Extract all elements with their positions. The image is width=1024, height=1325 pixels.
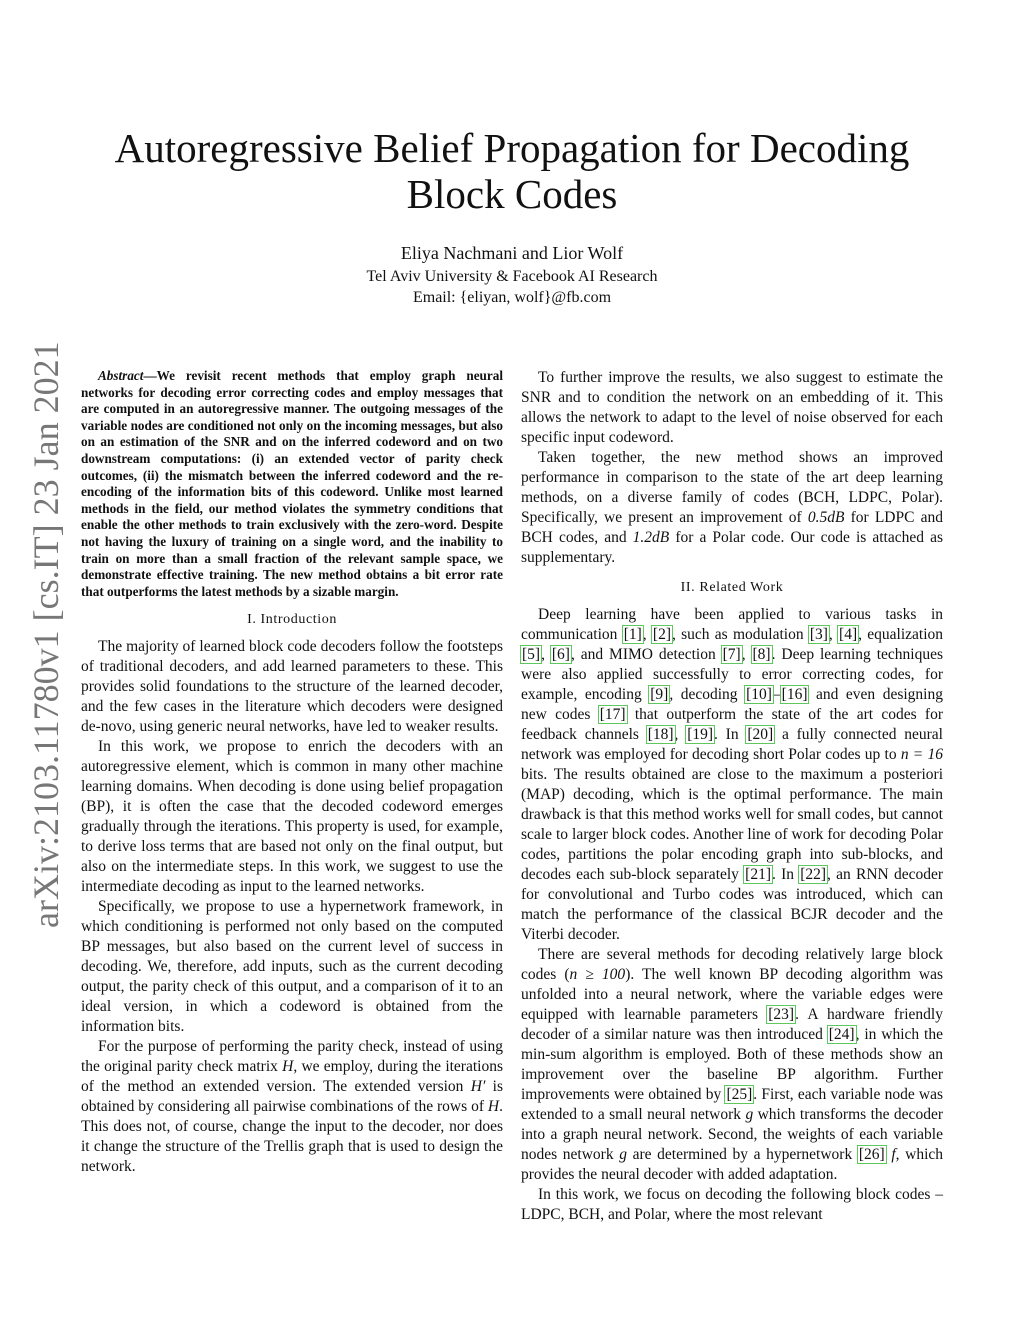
citation-link[interactable]: [9] xyxy=(650,686,669,703)
citation-link[interactable]: [10] xyxy=(746,686,772,703)
related-work-paragraph-2 xyxy=(521,945,943,1185)
text-span: , xyxy=(741,646,752,663)
citation-link[interactable]: [26] xyxy=(858,1146,885,1163)
math-g: g xyxy=(619,1146,627,1163)
math-H-prime: H′ xyxy=(470,1078,486,1096)
citation-link[interactable]: [23] xyxy=(768,1006,795,1023)
citation-link[interactable]: [8] xyxy=(752,646,771,663)
text-span: , decoding xyxy=(669,686,746,703)
text-span: a fully connected neural network was employed for decoding short Polar codes up to xyxy=(521,726,943,763)
abstract-text: —We revisit recent methods that employ graph neural networks for decoding error correcting codes and employ messages that are computed in an autoregressive manner. The outgoing messages of the variable nodes are conditioned not only on the incoming messages, but also on an estimation of the SNR and on the inferred codeword and on two downstream computations: (i) an extended vector of parity check outcomes, (ii) the mismatch between the inferred codeword and the re-encoding of the information bits of this codeword. Unlike most learned methods in the field, our method violates the symmetry conditions that enable the other methods to train exclusively with the zero-word. Despite not having the luxury of training on a single word, and the inability to train on more than a small fraction of the relevant sample space, we demonstrate effective training. The new method obtains a bit error rate that outperforms the latest methods by a sizable margin. xyxy=(81,368,503,599)
intro-paragraph-6 xyxy=(521,448,943,568)
section-heading-related-work: II. Related Work xyxy=(680,580,784,595)
related-work-paragraph-1 xyxy=(521,605,943,945)
math-value: 0.5dB xyxy=(807,509,845,526)
text-span: , xyxy=(541,646,551,663)
citation-link[interactable]: [20] xyxy=(747,726,774,743)
paper-title: Autoregressive Belief Propagation for Decoding Block Codes xyxy=(114,125,910,217)
math-f: f xyxy=(891,1146,896,1163)
citation-link[interactable]: [2] xyxy=(652,626,671,643)
math-n-100: n ≥ 100 xyxy=(569,966,626,983)
math-value: 1.2dB xyxy=(632,529,670,546)
citation-link[interactable]: [4] xyxy=(839,626,858,643)
section-heading-introduction: I. Introduction xyxy=(247,612,337,628)
citation-link[interactable]: [25] xyxy=(726,1086,753,1103)
intro-paragraph-2: In this work, we propose to enrich the decoders with an autoregressive element, which is common in many other machine learning domains. When decoding is done using belief propagation (BP), it is often the case that the decoded codeword emerges gradually through the iterations. This property is used, for example, to derive loss terms that are based not only on the final output, but also on the intermediate steps. In this work, we suggest to use the intermediate decoding as input to the learned networks. xyxy=(81,738,503,896)
text-span: , which provides the neural decoder with added adaptation. xyxy=(521,1146,944,1183)
citation-link[interactable]: [6] xyxy=(551,646,570,663)
math-H: H xyxy=(282,1058,294,1076)
text-span: There are several methods for decoding relatively large block codes ( xyxy=(521,946,943,983)
intro-paragraph-5: To further improve the results, we also suggest to estimate the SNR and to condition the network on an embedding of it. This allows the network to adapt to the level of noise observed for each specific input codeword. xyxy=(521,369,943,446)
math-g: g xyxy=(745,1106,754,1123)
related-work-paragraph-3: In this work, we focus on decoding the following block codes – LDPC, BCH, and Polar, where the most relevant xyxy=(521,1186,943,1223)
text-span: . In xyxy=(771,866,800,883)
intro-paragraph-1: The majority of learned block code decoders follow the footsteps of traditional decoders, and add learned parameters to these. This provides solid foundations to the structure of the learned decoder, and the few cases in the literature which decoders were designed de-novo, using generic neural networks, have led to weaker results. xyxy=(81,638,503,736)
text-span: for LDPC and BCH codes, and xyxy=(521,509,943,546)
text-span: bits. The results obtained are close to the maximum a posteriori (MAP) decoding, which is the optimal performance. The main drawback is that this method works well for small codes, but cannot scale to larger block codes. Another line of work for decoding Polar codes, partitions the polar encoding graph into sub-blocks, and decodes each sub-block separately xyxy=(521,766,943,883)
text-span: . First, each variable node was extended to a small neural network xyxy=(521,1086,944,1123)
text-span: – xyxy=(772,686,781,703)
text-span: ). The well known BP decoding algorithm was unfolded into a neural network, where the variable edges were equipped with learnable parameters xyxy=(521,966,943,1023)
text-span: , such as modulation xyxy=(671,626,809,643)
text-span: , an RNN decoder for convolutional and Turbo codes was introduced, which can match the performance of the classical BCJR decoder and the Viterbi decoder. xyxy=(521,866,943,943)
paper-email: Email: {eliyan, wolf}@fb.com xyxy=(412,289,612,306)
citation-link[interactable]: [5] xyxy=(522,646,541,663)
abstract-label: Abstract xyxy=(98,368,144,383)
right-column xyxy=(521,368,943,1225)
citation-link[interactable]: [19] xyxy=(687,726,714,743)
text-span: , equalization xyxy=(858,626,944,643)
citation-link[interactable]: [17] xyxy=(599,706,626,723)
text-span: , and MIMO detection xyxy=(570,646,722,663)
abstract xyxy=(81,368,503,600)
paper-affiliation: Tel Aviv University & Facebook AI Research xyxy=(366,268,658,285)
math-n-16: n = 16 xyxy=(900,746,943,763)
text-span: . This does not, of course, change the input to the decoder, nor does it change the structure of the Trellis graph that is used to design the network. xyxy=(81,1098,503,1176)
citation-link[interactable]: [18] xyxy=(647,726,674,743)
text-span: , xyxy=(642,626,652,643)
citation-link[interactable]: [3] xyxy=(809,626,828,643)
citation-link[interactable]: [22] xyxy=(800,866,827,883)
arxiv-sidebar-id: arXiv:2103.11780v1 [cs.IT] 23 Jan 2021 xyxy=(26,341,66,928)
text-span: which transforms the decoder into a graph neural network. Second, the weights of each variable nodes network xyxy=(521,1106,943,1163)
paper-authors: Eliya Nachmani and Lior Wolf xyxy=(400,243,624,263)
text-span: Taken together, the new method shows an improved performance in comparison to the state of the art deep learning methods, on a diverse family of codes (BCH, LDPC, Polar). Specifically, we present an improvement of xyxy=(521,449,943,526)
text-span: , xyxy=(674,726,687,743)
text-span: that outperform the state of the art codes for feedback channels xyxy=(521,706,943,743)
citation-link[interactable]: [16] xyxy=(781,686,808,703)
text-span: , in which the min-sum algorithm is employed. Both of these methods show an improvement over the baseline BP algorithm. Further improvements were obtained by xyxy=(521,1026,943,1103)
intro-paragraph-4 xyxy=(81,1037,503,1177)
left-column xyxy=(81,368,503,1177)
text-span: Deep learning have been applied to various tasks in communication xyxy=(521,606,943,643)
text-span: , xyxy=(828,626,839,643)
citation-link[interactable]: [21] xyxy=(745,866,771,883)
text-span: . A hardware friendly decoder of a similar nature was then introduced xyxy=(521,1006,943,1043)
text-span: . In xyxy=(714,726,747,743)
text-span: , we employ, during the iterations of the method an extended version. The extended version xyxy=(81,1058,503,1096)
text-span: are determined by a hypernetwork xyxy=(626,1146,858,1163)
text-span: For the purpose of performing the parity check, instead of using the original parity check matrix xyxy=(81,1038,503,1076)
citation-link[interactable]: [7] xyxy=(722,646,741,663)
text-span: for a Polar code. Our code is attached as supplementary. xyxy=(521,529,943,566)
text-span: is obtained by considering all pairwise combinations of the rows of xyxy=(81,1078,504,1116)
math-H: H xyxy=(487,1098,500,1116)
citation-link[interactable]: [24] xyxy=(828,1026,855,1043)
citation-link[interactable]: [1] xyxy=(623,626,642,643)
intro-paragraph-3: Specifically, we propose to use a hypernetwork framework, in which conditioning is performed not only based on the computed BP messages, but also based on the current level of success in decoding. We, therefore, add inputs, such as the current decoding output, the parity check of this output, and a comparison of it to an ideal version, in which a codeword is obtained from the information bits. xyxy=(81,898,503,1036)
text-span: and even designing new codes xyxy=(521,686,943,723)
text-span: . Deep learning techniques were also applied successfully to error correcting codes, for example, encoding xyxy=(521,646,943,703)
